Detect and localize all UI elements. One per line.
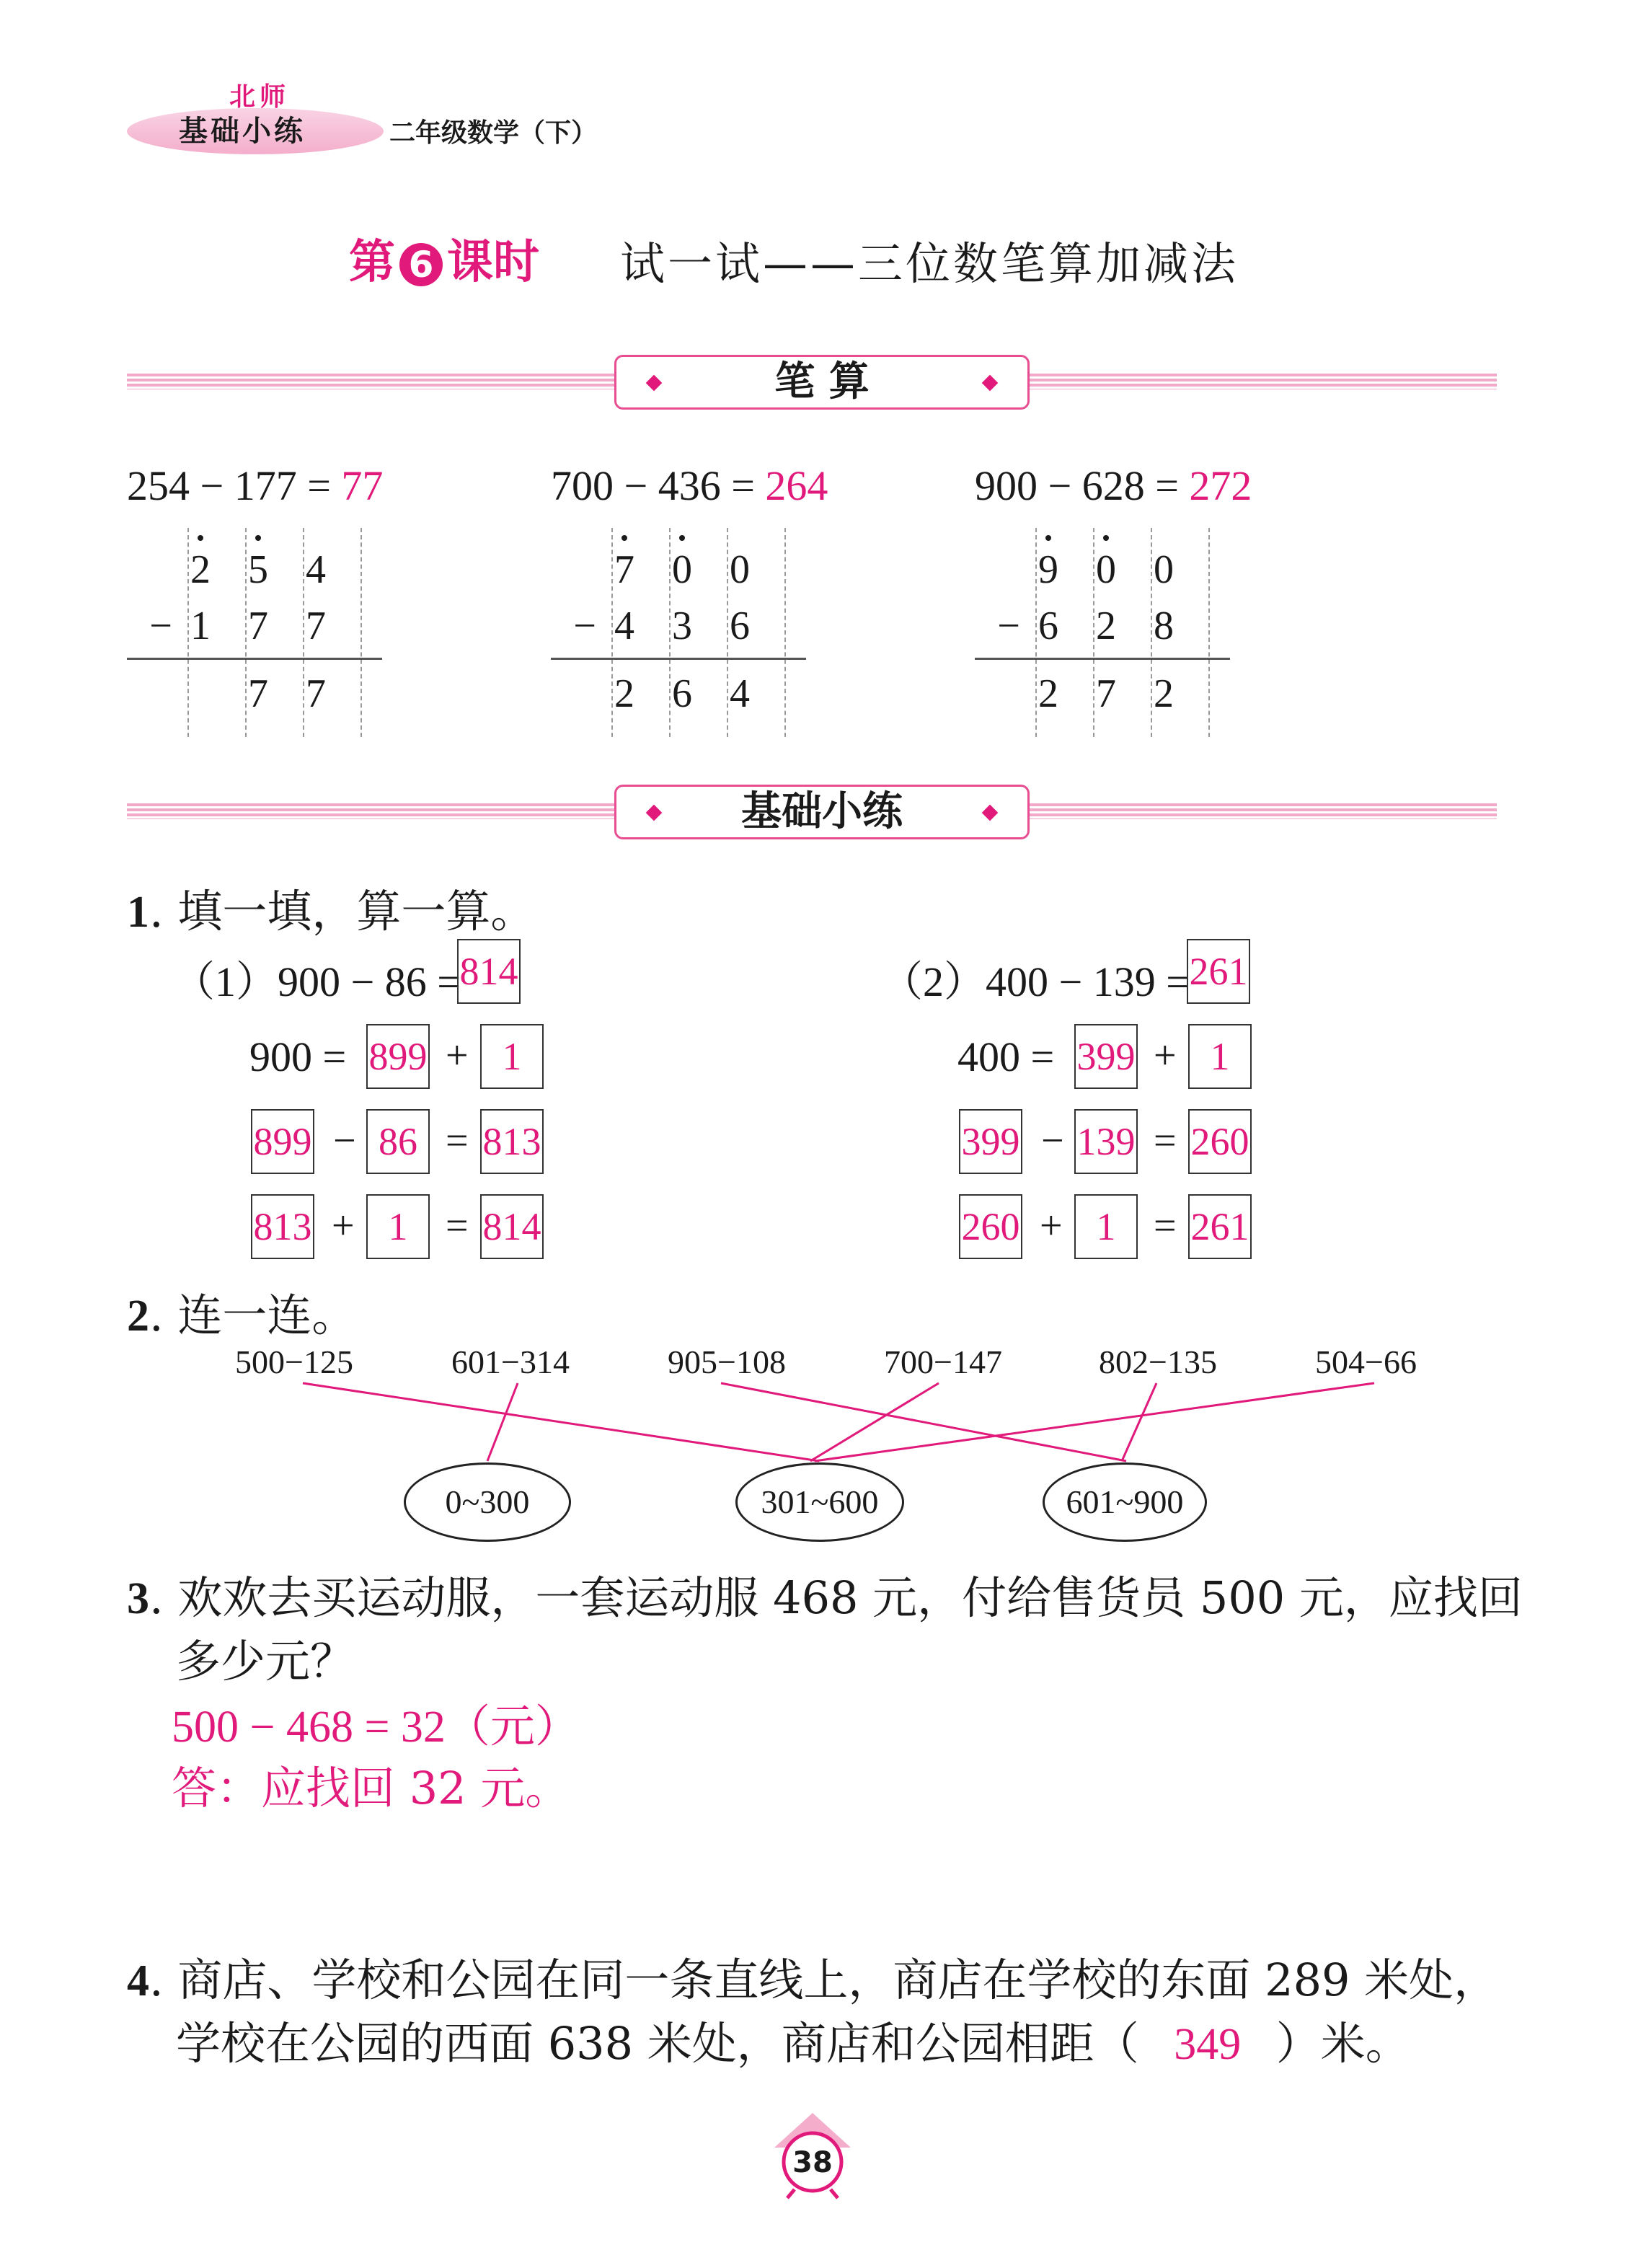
- digit: 2: [1038, 671, 1058, 716]
- answer-box: 899: [366, 1024, 430, 1089]
- digit: 6: [1038, 604, 1058, 648]
- digit: 2: [1154, 671, 1174, 716]
- question-text: . 欢欢去买运动服，一套运动服 468 元，付给售货员 500 元，应找回: [149, 1571, 1523, 1624]
- digit: 7: [306, 671, 326, 716]
- digit: 1: [190, 604, 211, 648]
- answer-box: 399: [1074, 1024, 1138, 1089]
- equation-text: 700 − 436 =: [551, 462, 766, 509]
- brand-top: 北师: [229, 82, 291, 112]
- answer-box: 260: [1188, 1109, 1252, 1174]
- question-number: 3: [127, 1574, 149, 1623]
- match-line: [815, 1383, 1374, 1461]
- digit: 7: [614, 547, 634, 592]
- digit: 2: [1096, 604, 1116, 648]
- section-title: 基础小练: [741, 788, 903, 835]
- answer-box: 1: [1074, 1194, 1138, 1259]
- equals-sign: =: [1154, 1118, 1177, 1163]
- equals-sign: =: [1154, 1204, 1177, 1248]
- expr-label: 802−135: [1099, 1343, 1217, 1380]
- answer-box: 1: [1188, 1024, 1252, 1089]
- digit: 4: [614, 604, 634, 648]
- section-title: 笔 算: [774, 358, 870, 405]
- digit: 7: [248, 671, 268, 716]
- expr-label: 601−314: [451, 1343, 570, 1380]
- lesson-number: 6: [399, 243, 443, 286]
- plus-sign: +: [1154, 1033, 1177, 1078]
- range-oval: 0~300: [404, 1462, 571, 1542]
- digit: 3: [672, 604, 692, 648]
- digit: 0: [672, 547, 692, 592]
- expr-label: 700−147: [884, 1343, 1002, 1380]
- minus-sign: −: [149, 604, 172, 648]
- plus-sign: +: [332, 1204, 355, 1248]
- digit: 0: [1096, 547, 1116, 592]
- question-3: [127, 1562, 1523, 1626]
- q1-part2-line2: 400 =: [957, 1033, 1055, 1080]
- q1-part1-label: （1）900 − 86 =: [173, 958, 461, 1005]
- answer-box: 260: [959, 1194, 1022, 1259]
- digit: 0: [730, 547, 750, 592]
- question-4-line2: [176, 2008, 1410, 2072]
- equation-answer: 264: [765, 462, 828, 509]
- question-number: 4: [127, 1956, 149, 2006]
- answer-box: 899: [251, 1109, 314, 1174]
- lesson-prefix: 第: [349, 236, 395, 289]
- digit: 0: [1154, 547, 1174, 592]
- lesson-suffix: 课时: [447, 236, 539, 289]
- digit: 4: [730, 671, 750, 716]
- answer-box: 814: [480, 1194, 544, 1259]
- digit: 8: [1154, 604, 1174, 648]
- question-text: . 填一填，算一算。: [149, 885, 536, 937]
- answer-box: 813: [480, 1109, 544, 1174]
- match-line: [487, 1383, 518, 1461]
- expr-label: 500−125: [235, 1343, 353, 1380]
- question-text: . 商店、学校和公园在同一条直线上，商店在学校的东面 289 米处，: [149, 1954, 1499, 2006]
- q3-solution: 500 − 468 = 32（元）: [172, 1703, 580, 1752]
- digit: 9: [1038, 547, 1058, 592]
- equation-text: 900 − 628 =: [975, 462, 1190, 509]
- range-oval: 601~900: [1043, 1462, 1207, 1542]
- match-line: [1122, 1383, 1156, 1461]
- answer-box: 1: [366, 1194, 430, 1259]
- answer-box: 86: [366, 1109, 430, 1174]
- equation-text: 254 − 177 =: [127, 462, 342, 509]
- expr-label: 504−66: [1315, 1343, 1417, 1380]
- minus-sign: −: [573, 604, 596, 648]
- q1-part2-label: （2）400 − 139 =: [881, 958, 1190, 1005]
- digit: 7: [306, 604, 326, 648]
- question-number: 1: [127, 888, 149, 937]
- minus-sign: −: [1041, 1118, 1064, 1163]
- question-4: [127, 1944, 1498, 2008]
- lesson-title: 试一试——三位数笔算加减法: [620, 237, 1239, 290]
- question-text: . 连一连。: [149, 1289, 357, 1341]
- question-text: ）米。: [1275, 2017, 1410, 2070]
- question-number: 2: [127, 1292, 149, 1341]
- plus-sign: +: [446, 1033, 469, 1078]
- q4-answer: 349: [1174, 2020, 1242, 2069]
- answer-box: 1: [480, 1024, 544, 1089]
- digit: 6: [672, 671, 692, 716]
- plus-sign: +: [1040, 1204, 1063, 1248]
- brand-main: 基础小练: [179, 115, 306, 148]
- digit: 7: [1096, 671, 1116, 716]
- digit: 2: [190, 547, 211, 592]
- digit: 4: [306, 547, 326, 592]
- page-number: 38: [792, 2146, 833, 2179]
- answer-box: 813: [251, 1194, 314, 1259]
- equals-sign: =: [446, 1118, 469, 1163]
- equation-answer: 272: [1189, 462, 1252, 509]
- q3-answer: 答：应找回 32 元。: [172, 1762, 570, 1814]
- book-title: 二年级数学（下）: [389, 118, 598, 148]
- minus-sign: −: [997, 604, 1020, 648]
- equation-answer: 77: [341, 462, 384, 509]
- digit: 2: [614, 671, 634, 716]
- expr-label: 905−108: [668, 1343, 786, 1380]
- answer-box: 261: [1187, 939, 1250, 1004]
- equals-sign: =: [446, 1204, 469, 1248]
- answer-box: 399: [959, 1109, 1022, 1174]
- answer-box: 261: [1188, 1194, 1252, 1259]
- match-line: [303, 1383, 819, 1461]
- minus-sign: −: [333, 1118, 356, 1163]
- range-oval: 301~600: [735, 1462, 904, 1542]
- digit: 6: [730, 604, 750, 648]
- answer-box: 814: [457, 939, 521, 1004]
- answer-box: 139: [1074, 1109, 1138, 1174]
- digit: 7: [248, 604, 268, 648]
- digit: 5: [248, 547, 268, 592]
- match-line: [721, 1383, 1126, 1461]
- question-text: 学校在公园的西面 638 米处，商店和公园相距（: [176, 2017, 1139, 2070]
- question-3-line2: 多少元？: [176, 1635, 355, 1687]
- q1-part1-line2: 900 =: [249, 1033, 347, 1080]
